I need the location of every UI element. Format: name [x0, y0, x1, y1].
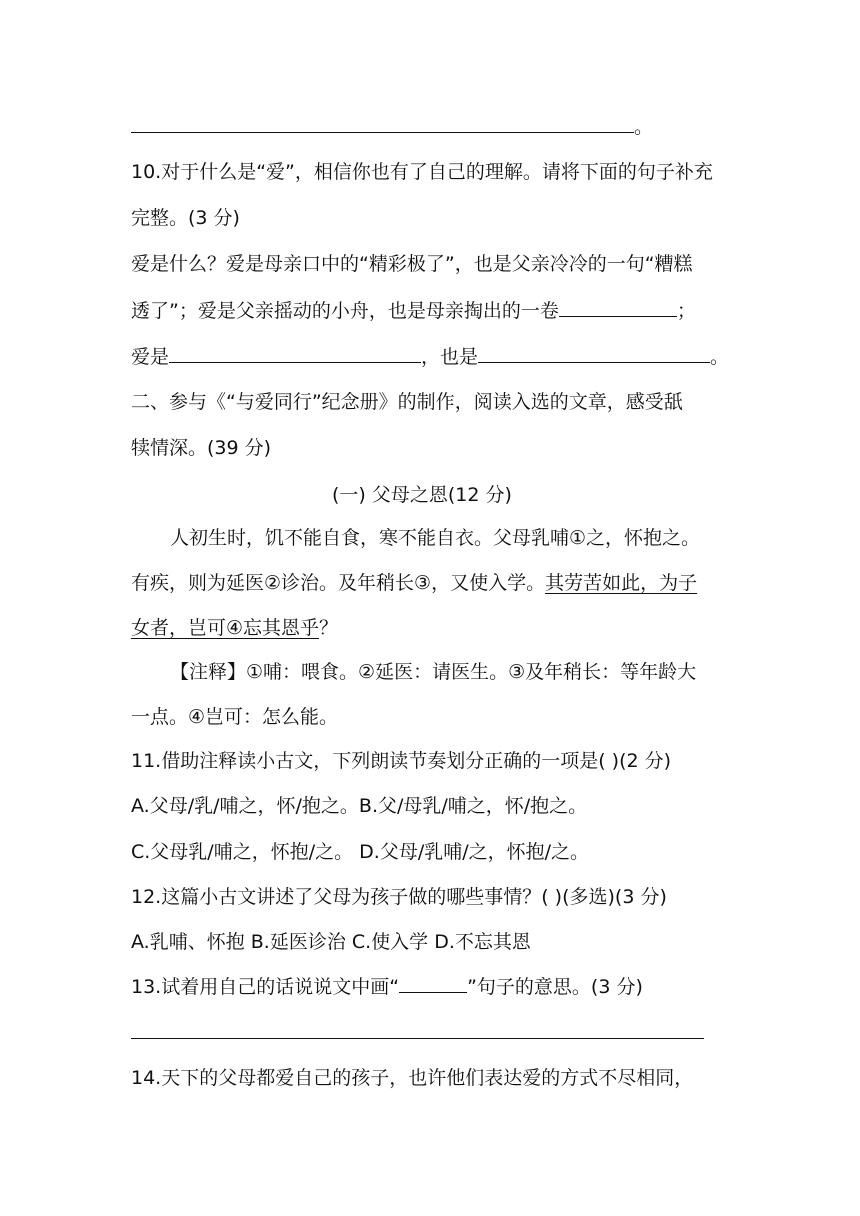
q10-line-5-b: ，也是	[421, 346, 479, 368]
passage-line-2-text: 有疾，则为延医②诊治。及年稍长③，又使入学。	[131, 572, 546, 594]
passage-line-1: 人初生时，饥不能自食，寒不能自衣。父母乳哺①之，怀抱之。	[170, 527, 701, 549]
q10-line-1: 10.对于什么是“爱”，相信你也有了自己的理解。请将下面的句子补充	[131, 161, 713, 183]
passage-line-2	[131, 571, 697, 595]
q13-underline-sample	[399, 974, 467, 993]
answer-blank[interactable]	[131, 114, 634, 133]
q10-blank-2[interactable]	[169, 344, 421, 363]
q13-answer-line[interactable]	[131, 1020, 704, 1045]
section2-line-2: 犊情深。(39 分)	[131, 437, 272, 459]
q10-line-5-a: 爱是	[131, 346, 170, 368]
q10-blank-1[interactable]	[559, 298, 677, 317]
q12-stem: 12.这篇小古文讲述了父母为孩子做的哪些事情？( )(多选)(3 分)	[131, 886, 667, 908]
period: 。	[634, 116, 654, 138]
q11-options-cd: C.父母乳/哺之，怀抱/之。 D.父母/乳哺/之，怀抱/之。	[131, 841, 590, 863]
underlined-sentence-part-1: 其劳苦如此，为子	[545, 572, 698, 594]
section2-subtitle: (一) 父母之恩(12 分)	[332, 484, 512, 506]
q13-answer-blank[interactable]	[131, 1020, 704, 1039]
semicolon: ；	[676, 300, 696, 322]
q12-options: A.乳哺、怀抱 B.延医诊治 C.使入学 D.不忘其恩	[131, 931, 531, 953]
question-mark: ？	[319, 617, 339, 639]
q11-options-ab: A.父母/乳/哺之，怀/抱之。B.父/母乳/哺之，怀/抱之。	[131, 795, 588, 817]
notes-line-2: 一点。④岂可：怎么能。	[131, 706, 339, 728]
notes-line-1: 【注释】①哺：喂食。②延医：请医生。③及年稍长：等年龄大	[170, 661, 697, 683]
underlined-sentence-part-2: 女者，岂可④忘其恩乎	[131, 617, 320, 639]
q10-line-3: 爱是什么？爱是母亲口中的“精彩极了”，也是父亲冷冷的一句“糟糕	[131, 253, 693, 275]
q10-line-5	[131, 344, 729, 369]
q14-line-1: 14.天下的父母都爱自己的孩子，也许他们表达爱的方式不尽相同，	[131, 1067, 694, 1089]
passage-line-3	[131, 616, 338, 640]
q10-line-4-text: 透了”；爱是父亲摇动的小舟，也是母亲掏出的一卷	[131, 300, 559, 322]
answer-line-top[interactable]	[131, 114, 653, 139]
q10-blank-3[interactable]	[478, 344, 710, 363]
q10-line-4	[131, 298, 696, 323]
q10-line-5-c: 。	[710, 346, 730, 368]
q13-stem-post: ”句子的意思。(3 分)	[467, 976, 643, 998]
q11-stem: 11.借助注释读小古文，下列朗读节奏划分正确的一项是( )(2 分)	[131, 750, 672, 772]
section2-line-1: 二、参与《“与爱同行”纪念册》的制作，阅读入选的文章，感受舐	[131, 391, 683, 413]
q13-stem	[131, 974, 643, 999]
q10-line-2: 完整。(3 分)	[131, 207, 240, 229]
q13-stem-pre: 13.试着用自己的话说说文中画“	[131, 976, 400, 998]
